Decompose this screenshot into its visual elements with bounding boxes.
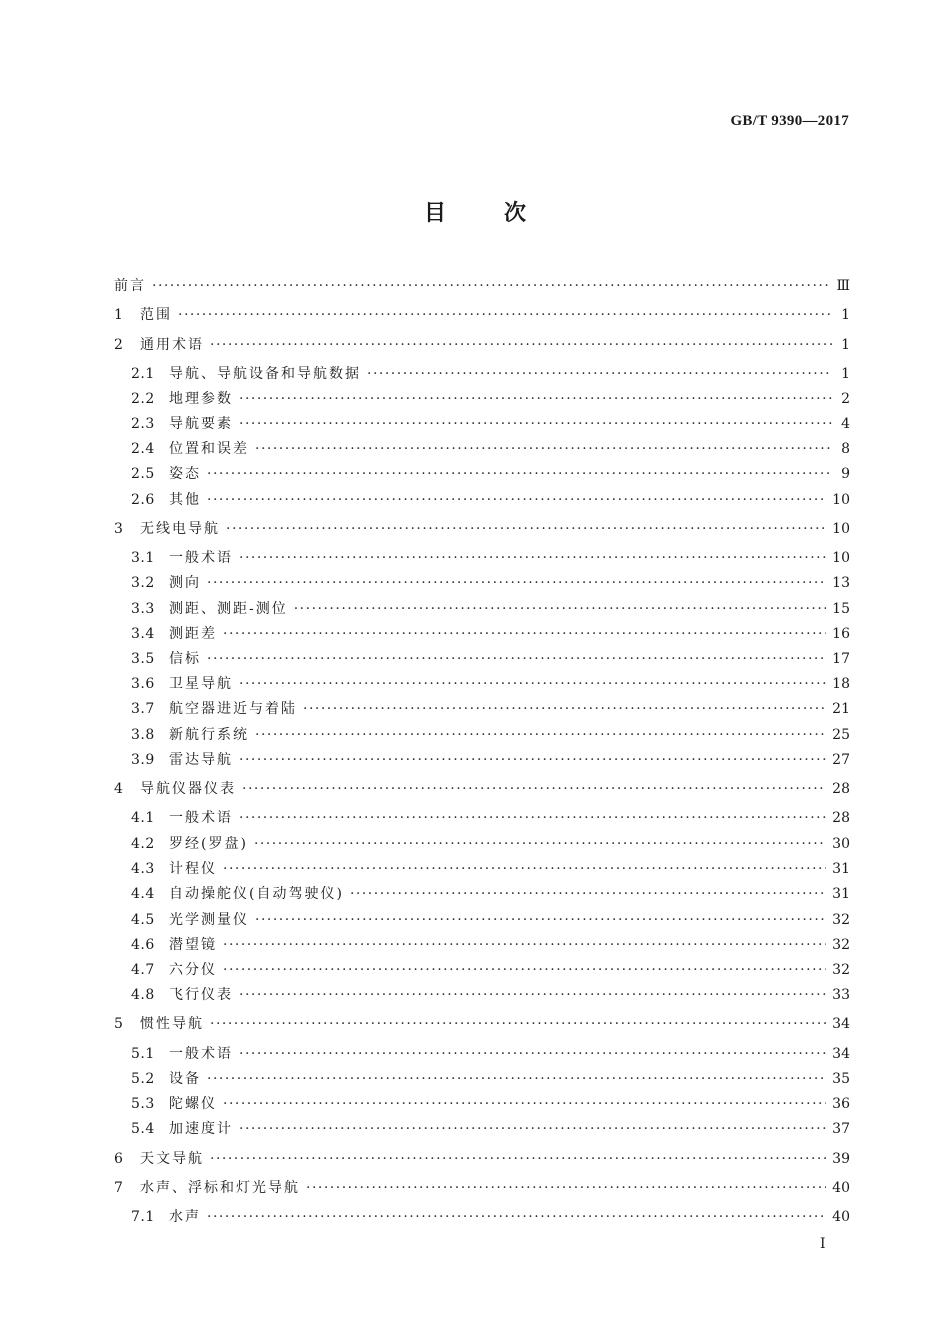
toc-entry-label: 设备 (169, 1071, 201, 1087)
toc-entry-number: 3.1 (131, 550, 155, 566)
toc-leader-dots (207, 462, 832, 486)
toc-entry-number: 4.7 (131, 962, 155, 978)
toc-leader-dots (207, 488, 826, 512)
toc-entry-page: 32 (832, 962, 850, 978)
toc-entry-page: 27 (832, 752, 850, 768)
toc-entry-page: 1 (841, 366, 850, 382)
toc-entry-number: 3.3 (131, 601, 155, 617)
toc-entry-number: 5.4 (131, 1121, 155, 1137)
toc-entry-page: 31 (832, 861, 850, 877)
toc-entry[interactable] (114, 622, 850, 646)
toc-entry-label: 姿态 (169, 466, 201, 482)
toc-leader-dots (239, 672, 826, 696)
toc-leader-dots (152, 274, 830, 298)
toc-entry[interactable] (114, 983, 850, 1007)
toc-leader-dots (303, 697, 826, 721)
page-title: 目次 (423, 200, 584, 226)
toc-entry-number: 5.2 (131, 1071, 155, 1087)
toc-leader-dots (239, 387, 832, 411)
toc-leader-dots (210, 1012, 826, 1036)
toc-entry-label: 一般术语 (169, 1046, 233, 1062)
toc-entry[interactable] (114, 488, 850, 512)
toc-leader-dots (223, 622, 826, 646)
toc-entry-label: 测距差 (169, 626, 217, 642)
toc-entry-page: 1 (841, 307, 850, 323)
toc-entry[interactable] (114, 303, 850, 327)
toc-entry-label: 新航行系统 (169, 727, 249, 743)
toc-leader-dots (242, 777, 826, 801)
toc-entry-page: 28 (832, 781, 850, 797)
toc-entry-number: 4 (114, 781, 124, 797)
toc-entry-number: 3.8 (131, 727, 155, 743)
toc-entry[interactable] (114, 1042, 850, 1066)
toc-entry[interactable] (114, 647, 850, 671)
toc-leader-dots (223, 1092, 826, 1116)
toc-leader-dots (239, 1117, 826, 1141)
toc-entry-number: 3 (114, 521, 124, 537)
toc-entry-number: 3.4 (131, 626, 155, 642)
toc-entry[interactable] (114, 517, 850, 541)
toc-entry-number: 5 (114, 1016, 124, 1032)
toc-entry[interactable] (114, 571, 850, 595)
toc-leader-dots (255, 723, 826, 747)
toc-entry-label: 天文导航 (140, 1151, 204, 1167)
toc-entry-label: 陀螺仪 (169, 1096, 217, 1112)
toc-entry[interactable] (114, 597, 850, 621)
toc-leader-dots (223, 857, 826, 881)
toc-entry-page: 25 (832, 727, 850, 743)
toc-entry-number: 6 (114, 1151, 124, 1167)
toc-entry[interactable] (114, 697, 850, 721)
toc-leader-dots (306, 1176, 826, 1200)
toc-entry-number: 2 (114, 337, 124, 353)
toc-entry[interactable] (114, 857, 850, 881)
toc-entry-page: 10 (832, 550, 850, 566)
toc-entry-number: 3.5 (131, 651, 155, 667)
toc-entry-page: 37 (832, 1121, 850, 1137)
toc-leader-dots (254, 832, 826, 856)
toc-entry-label: 惯性导航 (140, 1016, 204, 1032)
toc-leader-dots (210, 333, 832, 357)
toc-entry[interactable] (114, 777, 850, 801)
toc-entry[interactable] (114, 1205, 850, 1229)
toc-entry-page: 32 (832, 912, 850, 928)
toc-entry-number: 4.4 (131, 886, 155, 902)
toc-entry[interactable] (114, 362, 850, 386)
toc-entry-label: 范围 (140, 307, 172, 323)
toc-entry-page: 21 (832, 701, 850, 717)
toc-entry-number: 5.1 (131, 1046, 155, 1062)
toc-entry[interactable] (114, 958, 850, 982)
toc-entry-number: 3.6 (131, 676, 155, 692)
toc-entry-label: 导航仪器仪表 (140, 781, 236, 797)
toc-entry-label: 罗经(罗盘) (169, 836, 248, 852)
toc-entry[interactable] (114, 1067, 850, 1091)
toc-entry-page: Ⅲ (836, 278, 850, 294)
toc-leader-dots (239, 1042, 826, 1066)
toc-entry-label: 六分仪 (169, 962, 217, 978)
toc-entry[interactable] (114, 806, 850, 830)
toc-entry[interactable] (114, 1147, 850, 1171)
toc-entry-label: 光学测量仪 (169, 912, 249, 928)
toc-entry-page: 31 (832, 886, 850, 902)
toc-entry[interactable] (114, 437, 850, 461)
toc-entry-label: 计程仪 (169, 861, 217, 877)
toc-entry[interactable] (114, 462, 850, 486)
toc-entry-page: 10 (832, 521, 850, 537)
toc-entry[interactable] (114, 832, 850, 856)
toc-entry-label: 卫星导航 (169, 676, 233, 692)
toc-entry-number: 4.2 (131, 836, 155, 852)
toc-entry[interactable] (114, 1092, 850, 1116)
toc-entry-page: 40 (832, 1209, 850, 1225)
toc-entry-number: 2.3 (131, 416, 155, 432)
toc-entry-label: 自动操舵仪(自动驾驶仪) (169, 886, 344, 902)
toc-leader-dots (207, 647, 826, 671)
toc-entry-label: 通用术语 (140, 337, 204, 353)
toc-entry-number: 2.5 (131, 466, 155, 482)
toc-entry-label: 一般术语 (169, 810, 233, 826)
toc-entry-page: 18 (832, 676, 850, 692)
toc-entry-number: 5.3 (131, 1096, 155, 1112)
toc-entry-number: 1 (114, 307, 124, 323)
toc-entry[interactable] (114, 672, 850, 696)
toc-entry[interactable] (114, 1176, 850, 1200)
toc-entry-page: 10 (832, 492, 850, 508)
toc-entry[interactable] (114, 882, 850, 906)
toc-entry-number: 4.5 (131, 912, 155, 928)
toc-entry-number: 2.6 (131, 492, 155, 508)
toc-entry-label: 水声、浮标和灯光导航 (140, 1180, 300, 1196)
toc-entry-page: 17 (832, 651, 850, 667)
toc-entry-number: 4.1 (131, 810, 155, 826)
toc-entry-label: 信标 (169, 651, 201, 667)
toc-entry-label: 导航、导航设备和导航数据 (169, 366, 361, 382)
standard-code: GB/T 9390—2017 (730, 113, 849, 129)
toc-entry-page: 36 (832, 1096, 850, 1112)
toc-leader-dots (239, 546, 826, 570)
toc-leader-dots (207, 1067, 826, 1091)
toc-entry-page: 15 (832, 601, 850, 617)
toc-entry-label: 飞行仪表 (169, 987, 233, 1003)
toc-leader-dots (239, 412, 832, 436)
toc-entry[interactable] (114, 412, 850, 436)
toc-entry-label: 前言 (114, 278, 146, 294)
toc-entry-page: 40 (832, 1180, 850, 1196)
toc-entry-number: 7 (114, 1180, 124, 1196)
toc-entry[interactable] (114, 387, 850, 411)
toc-entry-label: 地理参数 (169, 391, 233, 407)
toc-entry-page: 13 (832, 575, 850, 591)
toc-entry-label: 水声 (169, 1209, 201, 1225)
toc-entry[interactable] (114, 1117, 850, 1141)
toc-entry-number: 3.7 (131, 701, 155, 717)
toc-leader-dots (223, 933, 826, 957)
toc-entry-page: 33 (832, 987, 850, 1003)
toc-leader-dots (178, 303, 832, 327)
toc-entry-page: 39 (832, 1151, 850, 1167)
toc-entry-number: 4.6 (131, 937, 155, 953)
toc-leader-dots (239, 748, 826, 772)
toc-entry-page: 1 (841, 337, 850, 353)
toc-entry-label: 导航要素 (169, 416, 233, 432)
toc-leader-dots (223, 958, 826, 982)
toc-entry-label: 位置和误差 (169, 441, 249, 457)
toc-entry-page: 2 (841, 391, 850, 407)
toc-leader-dots (239, 806, 826, 830)
toc-leader-dots (294, 597, 826, 621)
toc-entry[interactable] (114, 908, 850, 932)
toc-entry-page: 34 (832, 1046, 850, 1062)
toc-entry[interactable] (114, 748, 850, 772)
toc-entry[interactable] (114, 546, 850, 570)
toc-entry[interactable] (114, 933, 850, 957)
toc-entry-number: 7.1 (131, 1209, 155, 1225)
toc-entry-number: 4.8 (131, 987, 155, 1003)
toc-entry-label: 加速度计 (169, 1121, 233, 1137)
toc-entry-label: 测距、测距-测位 (169, 601, 288, 617)
toc-entry-page: 16 (832, 626, 850, 642)
toc-entry-page: 8 (841, 441, 850, 457)
toc-entry-page: 9 (841, 466, 850, 482)
toc-entry-label: 潜望镜 (169, 937, 217, 953)
toc-entry-number: 2.4 (131, 441, 155, 457)
toc-entry-number: 2.2 (131, 391, 155, 407)
toc-entry-label: 其他 (169, 492, 201, 508)
toc-leader-dots (367, 362, 832, 386)
toc-leader-dots (255, 437, 832, 461)
toc-entry-number: 3.9 (131, 752, 155, 768)
toc-entry-number: 4.3 (131, 861, 155, 877)
toc-entry-page: 34 (832, 1016, 850, 1032)
toc-entry-number: 2.1 (131, 366, 155, 382)
toc-entry-page: 32 (832, 937, 850, 953)
toc-leader-dots (226, 517, 826, 541)
toc-entry-page: 35 (832, 1071, 850, 1087)
toc-leader-dots (210, 1147, 826, 1171)
toc-entry-label: 航空器进近与着陆 (169, 701, 297, 717)
toc-entry-page: 4 (841, 416, 850, 432)
toc-entry[interactable] (114, 1012, 850, 1036)
toc-leader-dots (255, 908, 826, 932)
toc-leader-dots (207, 571, 826, 595)
toc-entry-page: 28 (832, 810, 850, 826)
toc-entry[interactable] (114, 333, 850, 357)
toc-entry[interactable] (114, 274, 850, 298)
toc-entry-page: 30 (832, 836, 850, 852)
page-number: I (820, 1236, 826, 1252)
toc-leader-dots (239, 983, 826, 1007)
toc-leader-dots (350, 882, 826, 906)
toc-entry-label: 一般术语 (169, 550, 233, 566)
toc-leader-dots (207, 1205, 826, 1229)
toc-entry-number: 3.2 (131, 575, 155, 591)
toc-entry-label: 测向 (169, 575, 201, 591)
toc-entry-label: 无线电导航 (140, 521, 220, 537)
toc-entry-label: 雷达导航 (169, 752, 233, 768)
toc-entry[interactable] (114, 723, 850, 747)
